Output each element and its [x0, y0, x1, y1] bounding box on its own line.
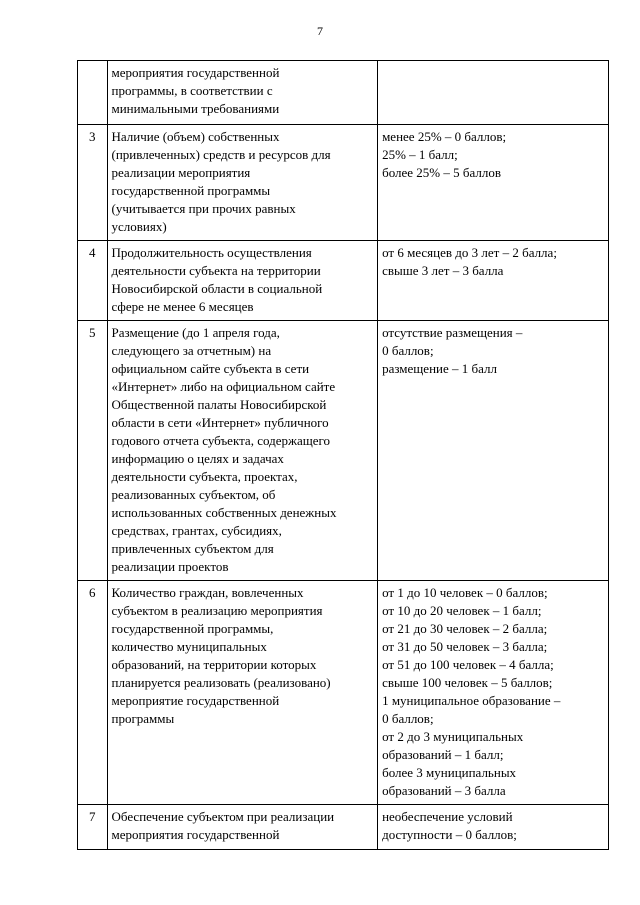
criterion-line: «Интернет» либо на официальном сайте	[111, 379, 336, 394]
criterion-cell	[107, 805, 378, 850]
criterion-line: Новосибирской области в социальной	[111, 281, 323, 296]
criterion-line: мероприятие государственной	[111, 693, 280, 708]
page-number: 7	[317, 24, 323, 38]
row-number-cell: 7	[78, 805, 108, 850]
criterion-line: Обеспечение субъектом при реализации	[111, 809, 335, 824]
criterion-cell	[107, 125, 378, 241]
score-line: размещение – 1 балл	[382, 361, 497, 376]
row-number-cell: 4	[78, 241, 108, 321]
criterion-cell	[107, 61, 378, 125]
criterion-line: Продолжительность осуществления	[111, 245, 312, 260]
score-line: менее 25% – 0 баллов;	[382, 129, 507, 144]
criterion-cell	[107, 241, 378, 321]
score-line: образований – 1 балл;	[382, 747, 504, 762]
table-row	[78, 581, 609, 805]
row-number-cell: 6	[78, 581, 108, 805]
score-line: 25% – 1 балл;	[382, 147, 458, 162]
score-line: образований – 3 балла	[382, 783, 506, 798]
table-row	[78, 241, 609, 321]
criterion-line: официальном сайте субъекта в сети	[111, 361, 310, 376]
criterion-cell	[107, 321, 378, 581]
score-cell	[378, 581, 609, 805]
criterion-line: образований, на территории которых	[111, 657, 317, 672]
criterion-line: реализации мероприятия	[111, 165, 251, 180]
row-number-cell: 3	[78, 125, 108, 241]
score-line: 0 баллов;	[382, 343, 434, 358]
criterion-line: Количество граждан, вовлеченных	[111, 585, 304, 600]
score-line: 0 баллов;	[382, 711, 434, 726]
table-row	[78, 805, 609, 850]
criterion-line: средствах, грантах, субсидиях,	[111, 523, 282, 538]
criterion-line: использованных собственных денежных	[111, 505, 337, 520]
score-line: более 25% – 5 баллов	[382, 165, 501, 180]
criterion-line: Наличие (объем) собственных	[111, 129, 280, 144]
criterion-line: (привлеченных) средств и ресурсов для	[111, 147, 331, 162]
criterion-line: государственной программы	[111, 183, 271, 198]
table-row	[78, 321, 609, 581]
criterion-line: мероприятия государственной	[111, 827, 280, 842]
score-line: более 3 муниципальных	[382, 765, 517, 780]
score-line: доступности – 0 баллов;	[382, 827, 517, 842]
criterion-line: мероприятия государственной	[111, 65, 280, 80]
criterion-line: Размещение (до 1 апреля года,	[111, 325, 280, 340]
criterion-line: программы, в соответствии с	[111, 83, 273, 98]
criterion-line: деятельности субъекта на территории	[111, 263, 321, 278]
score-cell	[378, 125, 609, 241]
criterion-cell	[107, 581, 378, 805]
score-line: от 6 месяцев до 3 лет – 2 балла;	[382, 245, 557, 260]
score-line: необеспечение условий	[382, 809, 513, 824]
row-number-cell	[78, 61, 108, 125]
criterion-line: реализации проектов	[111, 559, 229, 574]
criterion-line: следующего за отчетным) на	[111, 343, 272, 358]
criterion-line: субъектом в реализацию мероприятия	[111, 603, 323, 618]
criterion-line: информацию о целях и задачах	[111, 451, 284, 466]
score-line: от 10 до 20 человек – 1 балл;	[382, 603, 542, 618]
score-line: от 31 до 50 человек – 3 балла;	[382, 639, 548, 654]
criterion-line: деятельности субъекта, проектах,	[111, 469, 298, 484]
criterion-line: сфере не менее 6 месяцев	[111, 299, 254, 314]
criterion-line: привлеченных субъектом для	[111, 541, 274, 556]
table-row	[78, 61, 609, 125]
criterion-line: области в сети «Интернет» публичного	[111, 415, 329, 430]
score-cell	[378, 241, 609, 321]
score-line: свыше 100 человек – 5 баллов;	[382, 675, 553, 690]
criterion-line: Общественной палаты Новосибирской	[111, 397, 327, 412]
score-line: отсутствие размещения –	[382, 325, 523, 340]
criterion-line: (учитывается при прочих равных	[111, 201, 296, 216]
criterion-line: программы	[111, 711, 175, 726]
score-line: от 2 до 3 муниципальных	[382, 729, 524, 744]
criterion-line: минимальными требованиями	[111, 101, 280, 116]
row-number-cell: 5	[78, 321, 108, 581]
criterion-line: реализованных субъектом, об	[111, 487, 276, 502]
score-cell	[378, 61, 609, 125]
score-cell	[378, 805, 609, 850]
score-cell	[378, 321, 609, 581]
score-line: от 21 до 30 человек – 2 балла;	[382, 621, 548, 636]
criterion-line: условиях)	[111, 219, 167, 234]
criterion-line: годового отчета субъекта, содержащего	[111, 433, 331, 448]
score-line: от 1 до 10 человек – 0 баллов;	[382, 585, 548, 600]
criterion-line: государственной программы,	[111, 621, 274, 636]
criterion-line: планируется реализовать (реализовано)	[111, 675, 331, 690]
score-line: свыше 3 лет – 3 балла	[382, 263, 504, 278]
table-row	[78, 125, 609, 241]
criteria-table	[77, 60, 609, 850]
score-line: от 51 до 100 человек – 4 балла;	[382, 657, 554, 672]
criterion-line: количество муниципальных	[111, 639, 267, 654]
score-line: 1 муниципальное образование –	[382, 693, 561, 708]
